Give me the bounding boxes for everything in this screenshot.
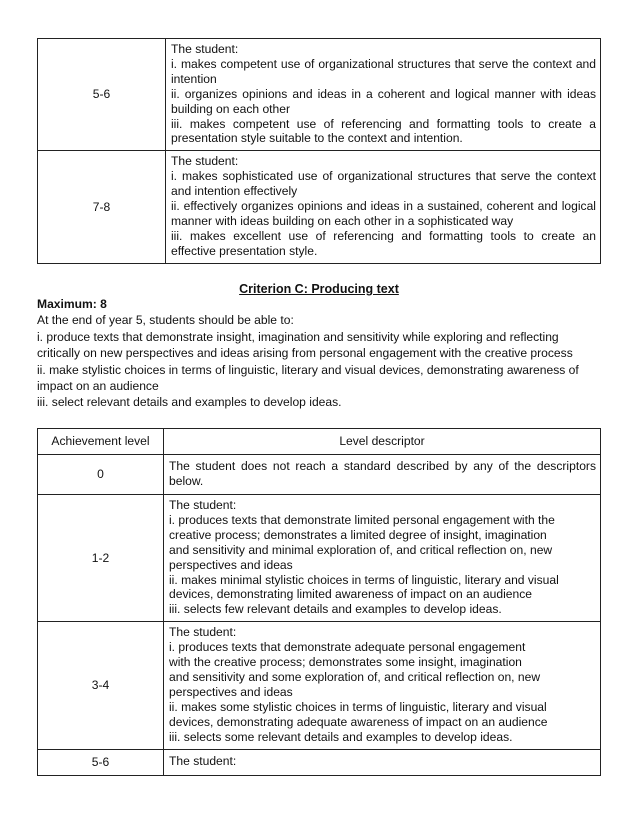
rubric-table-criterion-b-continued (37, 38, 601, 264)
table-row (38, 151, 601, 263)
descriptor-line: with the creative process; demonstrates some insight, imagination (169, 655, 522, 670)
descriptor-line: perspectives and ideas (169, 557, 293, 572)
table-row (38, 39, 601, 151)
table-header-row (38, 429, 601, 455)
criterion-intro (37, 296, 605, 411)
descriptor-line: i. produces texts that demonstrate limited personal engagement with the (169, 512, 555, 527)
descriptor-line: and sensitivity and some exploration of, and critical reflection on, new (169, 669, 541, 684)
header-level-descriptor: Level descriptor (164, 429, 601, 455)
intro-objective: i. produce texts that demonstrate insight, imagination and sensitivity while exploring and reflecting critically on new perspectives and ideas arising from personal engagement with the creative process (37, 329, 573, 361)
descriptor-line: iii. makes competent use of referencing and formatting tools to create a presentation style suitable to the context and intention. (171, 116, 596, 146)
descriptor-line: ii. makes some stylistic choices in terms of linguistic, literary and visual (169, 699, 547, 714)
descriptor-line: devices, demonstrating adequate awareness of impact on an audience (169, 714, 548, 729)
table-row (38, 495, 601, 622)
level-cell: 3-4 (38, 622, 164, 749)
descriptor-line: The student: (169, 625, 237, 640)
descriptor-line: iii. makes excellent use of referencing and formatting tools to create an effective presentation style. (171, 228, 596, 258)
descriptor-line: devices, demonstrating limited awareness of impact on an audience (169, 587, 533, 602)
descriptor-line: ii. effectively organizes opinions and ideas in a sustained, coherent and logical manner with ideas building on each other in a sophisticated way (171, 199, 596, 228)
level-cell: 7-8 (38, 151, 166, 263)
level-cell: 1-2 (38, 495, 164, 622)
descriptor-line: ii. organizes opinions and ideas in a coherent and logical manner with ideas building on each other (171, 86, 596, 116)
descriptor-cell (166, 151, 601, 263)
descriptor-cell (164, 622, 601, 749)
descriptor-line: i. produces texts that demonstrate adequate personal engagement (169, 640, 526, 655)
descriptor-line: creative process; demonstrates a limited degree of insight, imagination (169, 527, 547, 542)
intro-line: At the end of year 5, students should be able to: (37, 313, 294, 328)
descriptor-line: i. makes sophisticated use of organizational structures that serve the context and intention effectively (171, 169, 596, 199)
descriptor-line: iii. selects some relevant details and examples to develop ideas. (169, 729, 513, 744)
rubric-table-criterion-c (37, 428, 601, 776)
intro-objective: iii. select relevant details and examples to develop ideas. (37, 395, 342, 410)
descriptor-cell: The student: (164, 749, 601, 775)
table-row (38, 455, 601, 495)
level-cell: 5-6 (38, 39, 166, 151)
intro-objective: ii. make stylistic choices in terms of linguistic, literary and visual devices, demonstrating awareness of impact on an audience (37, 362, 579, 394)
descriptor-line: i. makes competent use of organizational structures that serve the context and intention (171, 56, 596, 86)
level-cell: 5-6 (38, 749, 164, 775)
descriptor-cell (164, 495, 601, 622)
descriptor-line: iii. selects few relevant details and examples to develop ideas. (169, 602, 502, 617)
descriptor-line: and sensitivity and minimal exploration of, and critical reflection on, new (169, 542, 553, 557)
criterion-heading: Criterion C: Producing text (239, 282, 399, 296)
descriptor-cell (166, 39, 601, 151)
header-achievement-level: Achievement level (38, 429, 164, 455)
descriptor-line: The student: (171, 154, 239, 169)
table-row (38, 749, 601, 775)
descriptor-line: perspectives and ideas (169, 684, 293, 699)
maximum-score: Maximum: 8 (37, 297, 107, 311)
descriptor-line: ii. makes minimal stylistic choices in terms of linguistic, literary and visual (169, 572, 559, 587)
descriptor-line: The student: (169, 498, 237, 512)
level-cell: 0 (38, 455, 164, 495)
descriptor-cell: The student does not reach a standard described by any of the descriptors below. (164, 455, 601, 495)
table-row (38, 622, 601, 749)
descriptor-line: The student: (171, 42, 239, 56)
